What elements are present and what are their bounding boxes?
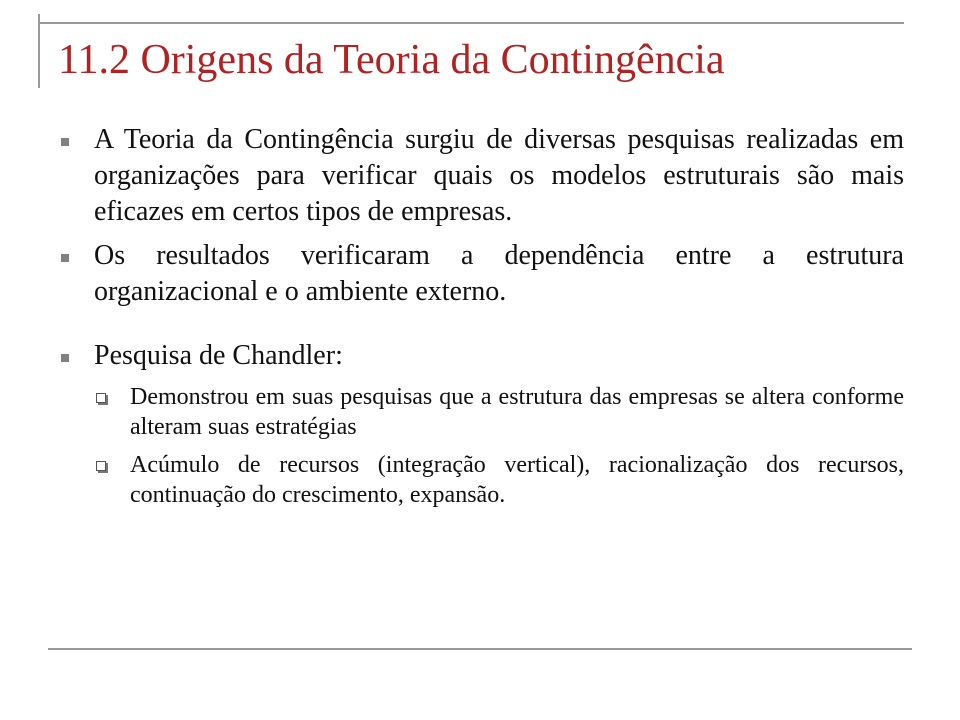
slide-title: 11.2 Origens da Teoria da Contingência (58, 37, 725, 83)
bullet-item (56, 122, 904, 230)
bullet-text: Pesquisa de Chandler: (94, 340, 343, 371)
top-divider-line (40, 22, 904, 24)
bullet-text: A Teoria da Contingência surgiu de diversas pesquisas realizadas em organizações para verificar quais os modelos estruturais são mais eficazes em certos tipos de empresas. (94, 124, 904, 227)
bullet-item (56, 238, 904, 310)
hollow-square-bullet-icon (96, 461, 106, 471)
sub-bullet-text: Acúmulo de recursos (integração vertical), racionalização dos recursos, continuação do crescimento, expansão. (130, 452, 904, 508)
sub-bullet-text: Demonstrou em suas pesquisas que a estrutura das empresas se altera conforme alteram suas estratégias (130, 384, 904, 440)
square-bullet-icon (61, 138, 69, 146)
sub-bullet-item (56, 450, 904, 510)
bottom-divider-line (48, 648, 912, 650)
bullet-item (56, 338, 904, 374)
hollow-square-bullet-icon (96, 393, 106, 403)
square-bullet-icon (61, 354, 69, 362)
left-accent-line (38, 14, 40, 88)
bullet-text: Os resultados verificaram a dependência entre a estrutura organizacional e o ambiente externo. (94, 240, 904, 307)
square-bullet-icon (61, 254, 69, 262)
slide-content (56, 122, 904, 518)
sub-bullet-item (56, 382, 904, 442)
